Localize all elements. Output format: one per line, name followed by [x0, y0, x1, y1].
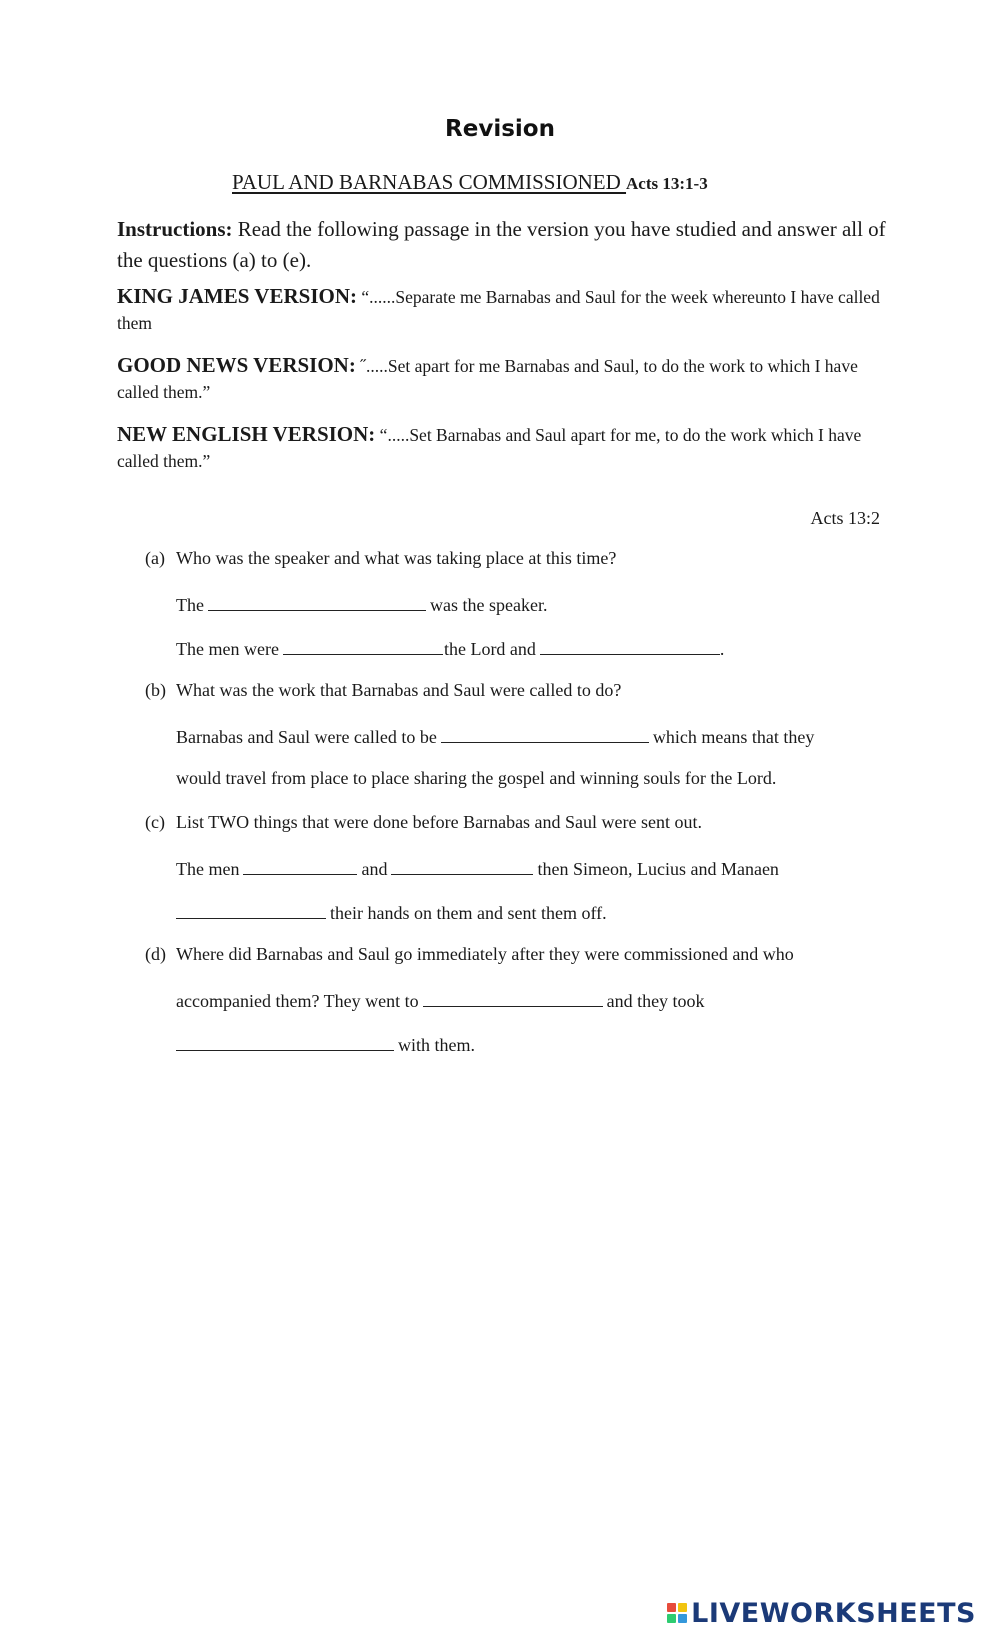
- answer-blank[interactable]: [283, 636, 443, 655]
- logo-square: [678, 1614, 687, 1623]
- question-b-text: What was the work that Barnabas and Saul were called to do?: [176, 680, 622, 700]
- version-text: ˝.....Set apart for me Barnabas and Saul, to do the work to which I have called them.”: [117, 356, 858, 402]
- instructions: [117, 214, 887, 276]
- answer-text: then Simeon, Lucius and Manaen: [537, 859, 779, 879]
- answer-blank[interactable]: [540, 636, 720, 655]
- question-d-answer-line-2: [176, 1032, 475, 1056]
- answer-blank[interactable]: [208, 592, 426, 611]
- lesson-title: PAUL AND BARNABAS COMMISSIONED: [232, 170, 627, 194]
- question-c-label: (c): [145, 812, 165, 832]
- answer-blank[interactable]: [243, 856, 357, 875]
- passage-reference: Acts 13:2: [810, 508, 880, 528]
- logo-square: [678, 1603, 687, 1612]
- version-gnv: [117, 352, 887, 405]
- logo-text: LIVEWORKSHEETS: [691, 1597, 976, 1629]
- question-b-answer-line-2: would travel from place to place sharing the gospel and winning souls for the Lord.: [176, 768, 777, 788]
- version-nev: [117, 421, 887, 474]
- page-title: Revision: [445, 116, 555, 142]
- version-label: KING JAMES VERSION:: [117, 284, 357, 308]
- question-b-answer-line-1: [176, 724, 814, 748]
- answer-text: which means that they: [652, 727, 815, 747]
- version-label: NEW ENGLISH VERSION:: [117, 422, 376, 446]
- logo-square: [667, 1614, 676, 1623]
- answer-text: was the speaker.: [429, 595, 548, 615]
- answer-text: accompanied them? They went to: [176, 991, 419, 1011]
- question-b-label: (b): [145, 680, 166, 700]
- answer-text: .: [719, 639, 725, 659]
- logo-square: [667, 1603, 676, 1612]
- answer-text: and: [361, 859, 388, 879]
- lesson-reference: Acts 13:1-3: [626, 174, 708, 193]
- answer-blank[interactable]: [391, 856, 533, 875]
- question-c-text: List TWO things that were done before Barnabas and Saul were sent out.: [176, 812, 703, 832]
- lesson-heading: [232, 170, 708, 195]
- instructions-text: Read the following passage in the version you have studied and answer all of the questions (a) to (e).: [117, 217, 886, 272]
- question-a-label: (a): [145, 548, 165, 568]
- answer-blank[interactable]: [176, 1032, 394, 1051]
- question-c-answer-line-1: [176, 856, 779, 880]
- question-d-answer-line-1: [176, 988, 705, 1012]
- version-label: GOOD NEWS VERSION:: [117, 353, 356, 377]
- question-c-answer-line-2: [176, 900, 607, 924]
- question-d-label: (d): [145, 944, 166, 964]
- answer-text: The men: [176, 859, 240, 879]
- question-a-answer-line-2: [176, 636, 724, 660]
- instructions-label: Instructions:: [117, 217, 233, 241]
- answer-text: and they took: [606, 991, 705, 1011]
- version-text: “......Separate me Barnabas and Saul for the week whereunto I have called them: [117, 287, 880, 333]
- liveworksheets-mark-icon: [667, 1603, 687, 1623]
- answer-text: The: [176, 595, 204, 615]
- answer-text: their hands on them and sent them off.: [330, 903, 607, 923]
- answer-blank[interactable]: [441, 724, 649, 743]
- liveworksheets-logo: [667, 1595, 976, 1631]
- question-d-text: Where did Barnabas and Saul go immediately after they were commissioned and who: [176, 944, 794, 964]
- answer-text: the Lord and: [443, 639, 536, 659]
- answer-blank[interactable]: [176, 900, 326, 919]
- version-kjv: [117, 283, 887, 336]
- answer-blank[interactable]: [423, 988, 603, 1007]
- answer-text: The men were: [176, 639, 279, 659]
- version-text: “.....Set Barnabas and Saul apart for me, to do the work which I have called them.”: [117, 425, 862, 471]
- answer-text: Barnabas and Saul were called to be: [176, 727, 437, 747]
- question-a-text: Who was the speaker and what was taking place at this time?: [176, 548, 617, 568]
- question-a-answer-line-1: [176, 592, 547, 616]
- answer-text: with them.: [398, 1035, 475, 1055]
